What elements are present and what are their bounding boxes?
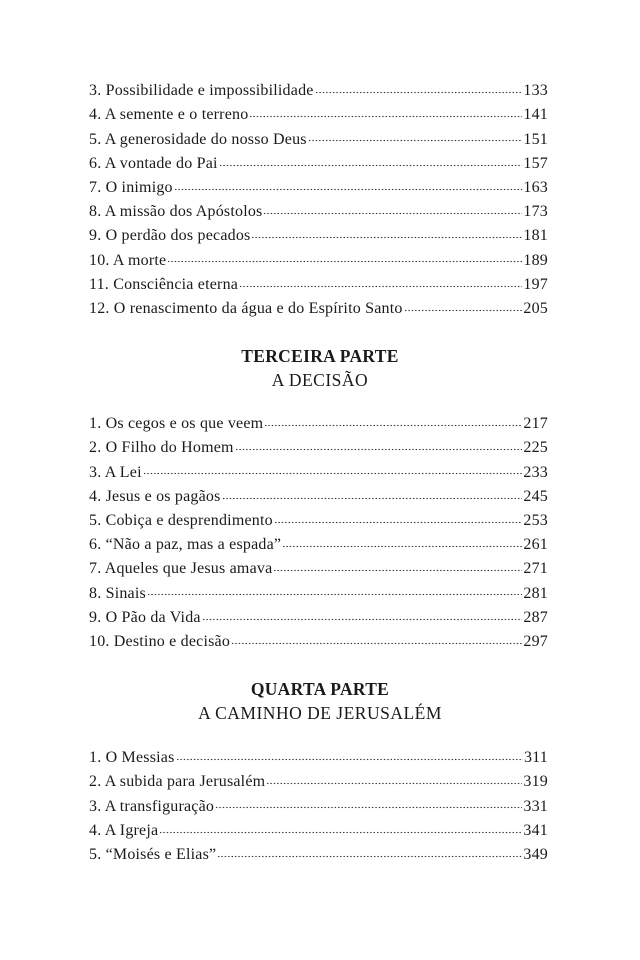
toc-entry-page: 157	[523, 154, 548, 172]
toc-entry-page: 197	[523, 275, 548, 293]
toc-entry-title: 5. A generosidade do nosso Deus	[89, 130, 307, 148]
toc-entry	[89, 816, 548, 840]
toc-entry	[89, 482, 548, 506]
toc-entry-title: 9. O Pão da Vida	[89, 608, 201, 626]
toc-entry-title: 1. Os cegos e os que veem	[89, 415, 264, 433]
toc-entry	[89, 840, 548, 864]
toc-entry-page: 163	[523, 178, 548, 196]
toc-entry	[89, 100, 548, 124]
toc-entry-title: 10. Destino e decisão	[89, 632, 231, 650]
toc-entry	[89, 578, 548, 602]
toc-entry	[89, 457, 548, 481]
dot-leader	[215, 791, 522, 810]
toc-entry-title: 4. Jesus e os pagãos	[89, 487, 221, 505]
dot-leader	[235, 433, 523, 452]
toc-entry	[89, 767, 548, 791]
toc-entry-page: 253	[523, 511, 548, 529]
toc-entry-page: 311	[523, 749, 548, 767]
toc-entry-page: 349	[523, 845, 548, 863]
toc-entry-page: 245	[523, 487, 548, 505]
toc-entry-page: 281	[523, 584, 548, 602]
dot-leader	[219, 149, 523, 168]
toc-entry	[89, 270, 548, 294]
toc-list-continued	[89, 76, 548, 318]
dot-leader	[308, 124, 523, 143]
toc-entry	[89, 743, 548, 767]
toc-entry-page: 233	[523, 463, 548, 481]
dot-leader	[217, 840, 522, 859]
dot-leader	[222, 482, 523, 501]
dot-leader	[315, 76, 523, 95]
section-heading	[0, 344, 640, 392]
dot-leader	[174, 173, 523, 192]
toc-list-quarta-parte	[89, 743, 548, 864]
toc-entry-title: 11. Consciência eterna	[89, 275, 239, 293]
toc-entry-page: 225	[523, 439, 548, 457]
toc-entry-page: 189	[523, 251, 548, 269]
toc-entry-title: 6. “Não a paz, mas a espada”	[89, 536, 282, 554]
part-title: QUARTA PARTE	[250, 679, 390, 699]
toc-entry-title: 10. A morte	[89, 251, 167, 269]
toc-entry-page: 341	[523, 821, 548, 839]
toc-entry-page: 205	[523, 299, 548, 317]
toc-entry-title: 9. O perdão dos pecados	[89, 227, 251, 245]
dot-leader	[404, 294, 523, 313]
toc-entry	[89, 433, 548, 457]
toc-entry-page: 319	[523, 773, 548, 791]
toc-entry-title: 1. O Messias	[89, 749, 175, 767]
dot-leader	[273, 554, 522, 573]
dot-leader	[239, 270, 522, 289]
toc-entry	[89, 221, 548, 245]
toc-entry-page: 331	[523, 797, 548, 815]
toc-entry-title: 8. A missão dos Apóstolos	[89, 203, 263, 221]
toc-entry-title: 7. Aqueles que Jesus amava	[89, 560, 273, 578]
dot-leader	[274, 506, 523, 525]
toc-entry-title: 2. A subida para Jerusalém	[89, 773, 266, 791]
toc-entry-title: 3. A Lei	[89, 463, 142, 481]
part-subtitle: A CAMINHO DE JERUSALÉM	[198, 703, 442, 723]
dot-leader	[264, 409, 522, 428]
toc-entry-title: 3. Possibilidade e impossibilidade	[89, 82, 314, 100]
dot-leader	[167, 245, 522, 264]
toc-entry	[89, 245, 548, 269]
toc-entry	[89, 294, 548, 318]
toc-entry	[89, 124, 548, 148]
toc-entry-page: 173	[523, 203, 548, 221]
dot-leader	[231, 627, 522, 646]
toc-entry-title: 8. Sinais	[89, 584, 146, 602]
dot-leader	[249, 100, 522, 119]
toc-list-terceira-parte	[89, 409, 548, 651]
dot-leader	[263, 197, 522, 216]
toc-entry-page: 261	[523, 536, 548, 554]
toc-entry	[89, 554, 548, 578]
dot-leader	[176, 743, 523, 762]
dot-leader	[266, 767, 522, 786]
dot-leader	[202, 603, 523, 622]
toc-entry	[89, 791, 548, 815]
toc-entry-page: 141	[523, 106, 548, 124]
dot-leader	[143, 457, 523, 476]
toc-entry	[89, 530, 548, 554]
toc-entry-title: 7. O inimigo	[89, 178, 173, 196]
toc-entry-title: 4. A semente e o terreno	[89, 106, 249, 124]
dot-leader	[147, 578, 522, 597]
part-subtitle: A DECISÃO	[271, 370, 369, 390]
part-title: TERCEIRA PARTE	[241, 346, 399, 366]
toc-entry-page: 151	[523, 130, 548, 148]
dot-leader	[282, 530, 522, 549]
toc-entry-title: 3. A transfiguração	[89, 797, 215, 815]
toc-entry-page: 297	[523, 632, 548, 650]
toc-entry-title: 6. A vontade do Pai	[89, 154, 218, 172]
section-heading	[0, 677, 640, 725]
toc-entry-title: 5. Cobiça e desprendimento	[89, 511, 273, 529]
toc-entry	[89, 506, 548, 530]
toc-entry-title: 5. “Moisés e Elias”	[89, 845, 217, 863]
toc-entry-title: 2. O Filho do Homem	[89, 439, 234, 457]
toc-entry-page: 217	[523, 415, 548, 433]
toc-entry	[89, 149, 548, 173]
dot-leader	[159, 816, 522, 835]
dot-leader	[251, 221, 522, 240]
toc-entry-page: 181	[523, 227, 548, 245]
toc-entry-title: 4. A Igreja	[89, 821, 159, 839]
toc-entry	[89, 603, 548, 627]
toc-entry-title: 12. O renascimento da água e do Espírito Santo	[89, 299, 403, 317]
toc-entry-page: 271	[523, 560, 548, 578]
toc-entry	[89, 197, 548, 221]
toc-entry-page: 287	[523, 608, 548, 626]
toc-entry	[89, 409, 548, 433]
toc-entry	[89, 76, 548, 100]
toc-entry-page: 133	[523, 82, 548, 100]
toc-entry	[89, 627, 548, 651]
toc-entry	[89, 173, 548, 197]
